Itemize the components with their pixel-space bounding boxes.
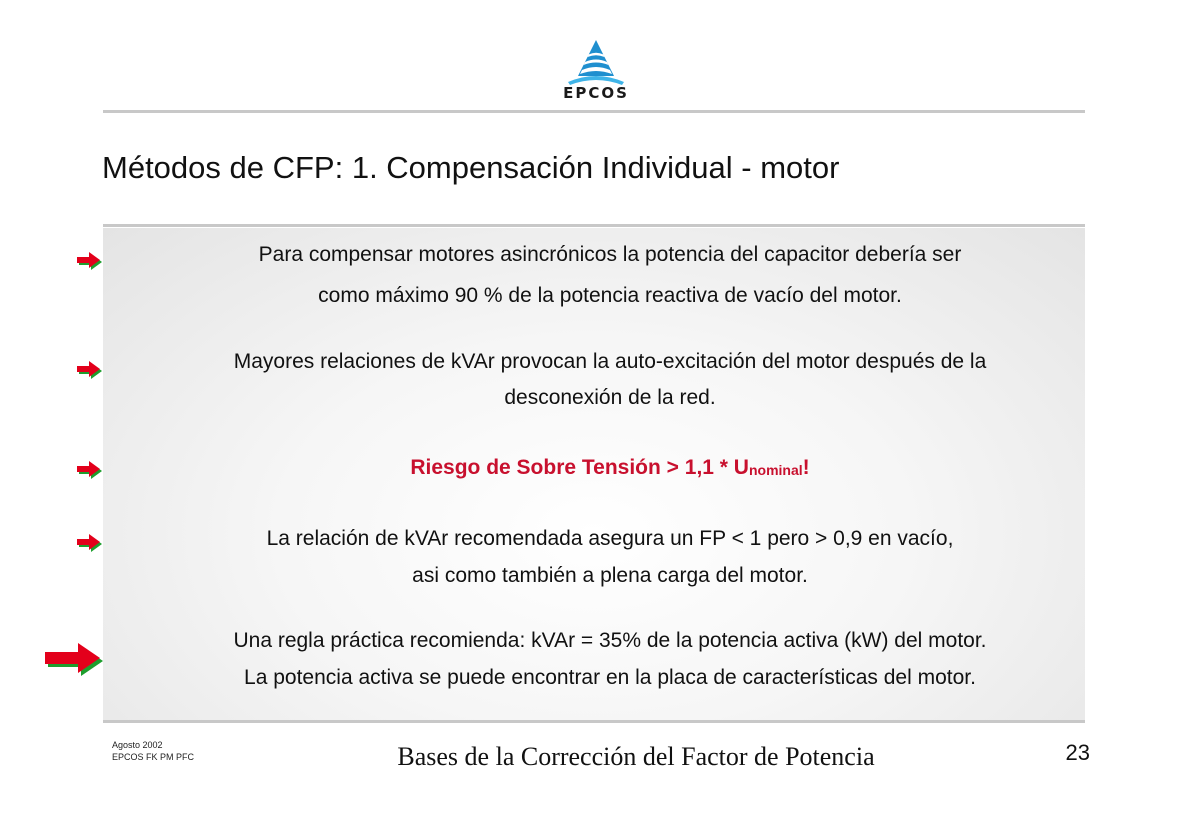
bullet-arrow-icon	[74, 249, 104, 271]
footer-title: Bases de la Corrección del Factor de Potencia	[397, 742, 875, 771]
body-line: Mayores relaciones de kVAr provocan la auto-excitación del motor después de la	[233, 350, 987, 373]
warning-suffix: !	[802, 456, 810, 479]
page-number: 23	[1065, 740, 1090, 765]
slide-title: Métodos de CFP: 1. Compensación Individual - motor	[102, 150, 840, 185]
footer-divider	[103, 720, 1085, 723]
header-divider	[103, 110, 1085, 113]
bullet-arrow-icon	[74, 358, 104, 380]
body-line: desconexión de la red.	[504, 386, 716, 409]
body-line: La potencia activa se puede encontrar en la placa de características del motor.	[244, 666, 976, 689]
epcos-wordmark: EPCOS	[563, 84, 629, 102]
title-divider	[103, 224, 1085, 227]
overvoltage-warning	[110, 456, 1110, 480]
bullet-arrow-icon	[74, 458, 104, 480]
footer-date: Agosto 2002	[112, 740, 163, 750]
body-line: Una regla práctica recomienda: kVAr = 35% de la potencia activa (kW) del motor.	[233, 629, 987, 652]
bullet-arrow-icon	[74, 531, 104, 553]
warning-text: Riesgo de Sobre Tensión > 1,1 * U	[410, 456, 749, 479]
large-arrow-icon	[42, 640, 106, 676]
footer-code: EPCOS FK PM PFC	[112, 752, 195, 762]
body-line: La relación de kVAr recomendada asegura un FP < 1 pero > 0,9 en vacío,	[266, 527, 954, 550]
body-line: asi como también a plena carga del motor.	[412, 564, 808, 587]
body-line: Para compensar motores asincrónicos la potencia del capacitor debería ser	[258, 243, 962, 266]
body-line: como máximo 90 % de la potencia reactiva de vacío del motor.	[318, 284, 902, 307]
warning-subscript: nominal	[748, 462, 803, 478]
